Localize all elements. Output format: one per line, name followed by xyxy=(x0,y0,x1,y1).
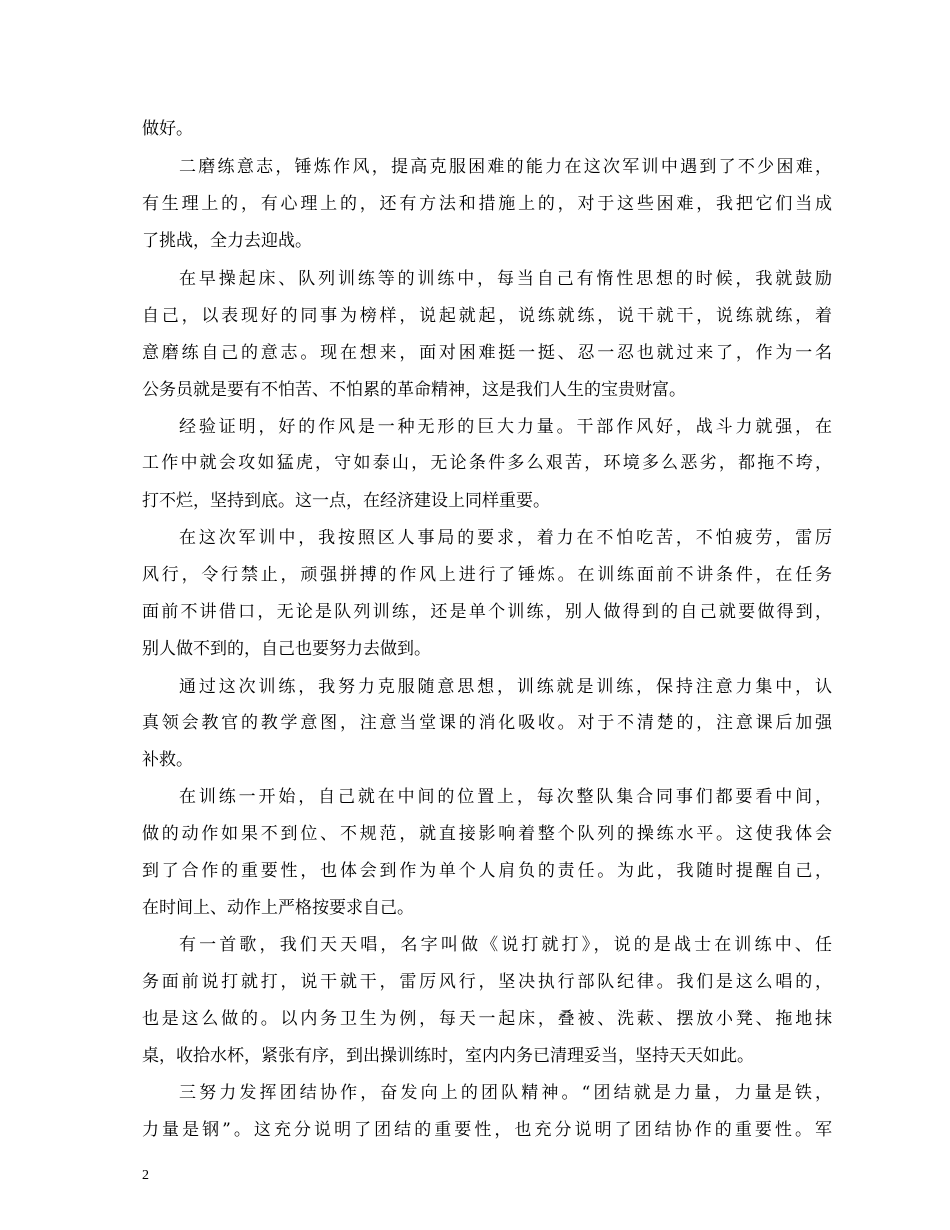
text-line: 做好。 xyxy=(142,119,193,139)
paragraph-start-line: 二磨练意志，锤炼作风，提高克服困难的能力在这次军训中遇到了不少困难， xyxy=(179,157,832,177)
paragraph-start-line: 三努力发挥团结协作，奋发向上的团队精神。“团结就是力量，力量是铁， xyxy=(179,1083,832,1103)
text-line: 在时间上、动作上严格按要求自己。 xyxy=(142,898,414,918)
page-number: 2 xyxy=(142,1168,149,1183)
text-line: 桌，收拾水杯，紧张有序，到出操训练时，室内内务已清理妥当，坚持天天如此。 xyxy=(142,1046,754,1066)
text-line: 别人做不到的，自己也要努力去做到。 xyxy=(142,639,431,659)
text-line: 工作中就会攻如猛虎，守如泰山，无论条件多么艰苦，环境多么恶劣，都拖不垮， xyxy=(142,453,832,473)
text-line: 到了合作的重要性，也体会到作为单个人肩负的责任。为此，我随时提醒自己， xyxy=(142,861,832,881)
text-line: 真领会教官的教学意图，注意当堂课的消化吸收。对于不清楚的，注意课后加强 xyxy=(142,713,832,733)
paragraph-start-line: 在早操起床、队列训练等的训练中，每当自己有惰性思想的时候，我就鼓励 xyxy=(179,269,832,289)
text-line: 面前不讲借口，无论是队列训练，还是单个训练，别人做得到的自己就要做得到， xyxy=(142,602,832,622)
text-line: 意磨练自己的意志。现在想来，面对困难挺一挺、忍一忍也就过来了，作为一名 xyxy=(142,343,832,363)
text-line: 力量是钢”。这充分说明了团结的重要性，也充分说明了团结协作的重要性。军 xyxy=(142,1120,832,1140)
text-line: 自己，以表现好的同事为榜样，说起就起，说练就练，说干就干，说练就练，着 xyxy=(142,306,832,326)
paragraph-start-line: 在这次军训中，我按照区人事局的要求，着力在不怕吃苦，不怕疲劳，雷厉 xyxy=(179,528,832,548)
paragraph-start-line: 在训练一开始，自己就在中间的位置上，每次整队集合同事们都要看中间， xyxy=(179,787,832,807)
text-line: 也是这么做的。以内务卫生为例，每天一起床，叠被、洗蔌、摆放小凳、拖地抹 xyxy=(142,1009,832,1029)
text-line: 务面前说打就打，说干就干，雷厉风行，坚决执行部队纪律。我们是这么唱的， xyxy=(142,972,832,992)
text-line: 做的动作如果不到位、不规范，就直接影响着整个队列的操练水平。这使我体会 xyxy=(142,824,832,844)
text-line: 有生理上的，有心理上的，还有方法和措施上的，对于这些困难，我把它们当成 xyxy=(142,194,832,214)
text-line: 风行，令行禁止，顽强拼搏的作风上进行了锤炼。在训练面前不讲条件，在任务 xyxy=(142,565,832,585)
text-line: 补救。 xyxy=(142,750,193,770)
text-line: 了挑战，全力去迎战。 xyxy=(142,231,312,251)
paragraph-start-line: 有一首歌，我们天天唱，名字叫做《说打就打》，说的是战士在训练中、任 xyxy=(179,935,832,955)
text-line: 打不烂，坚持到底。这一点，在经济建设上同样重要。 xyxy=(142,491,550,511)
paragraph-start-line: 通过这次训练，我努力克服随意思想，训练就是训练，保持注意力集中，认 xyxy=(179,677,832,697)
paragraph-start-line: 经验证明，好的作风是一种无形的巨大力量。干部作风好，战斗力就强，在 xyxy=(179,417,832,437)
text-line: 公务员就是要有不怕苦、不怕累的革命精神，这是我们人生的宝贵财富。 xyxy=(142,380,686,400)
